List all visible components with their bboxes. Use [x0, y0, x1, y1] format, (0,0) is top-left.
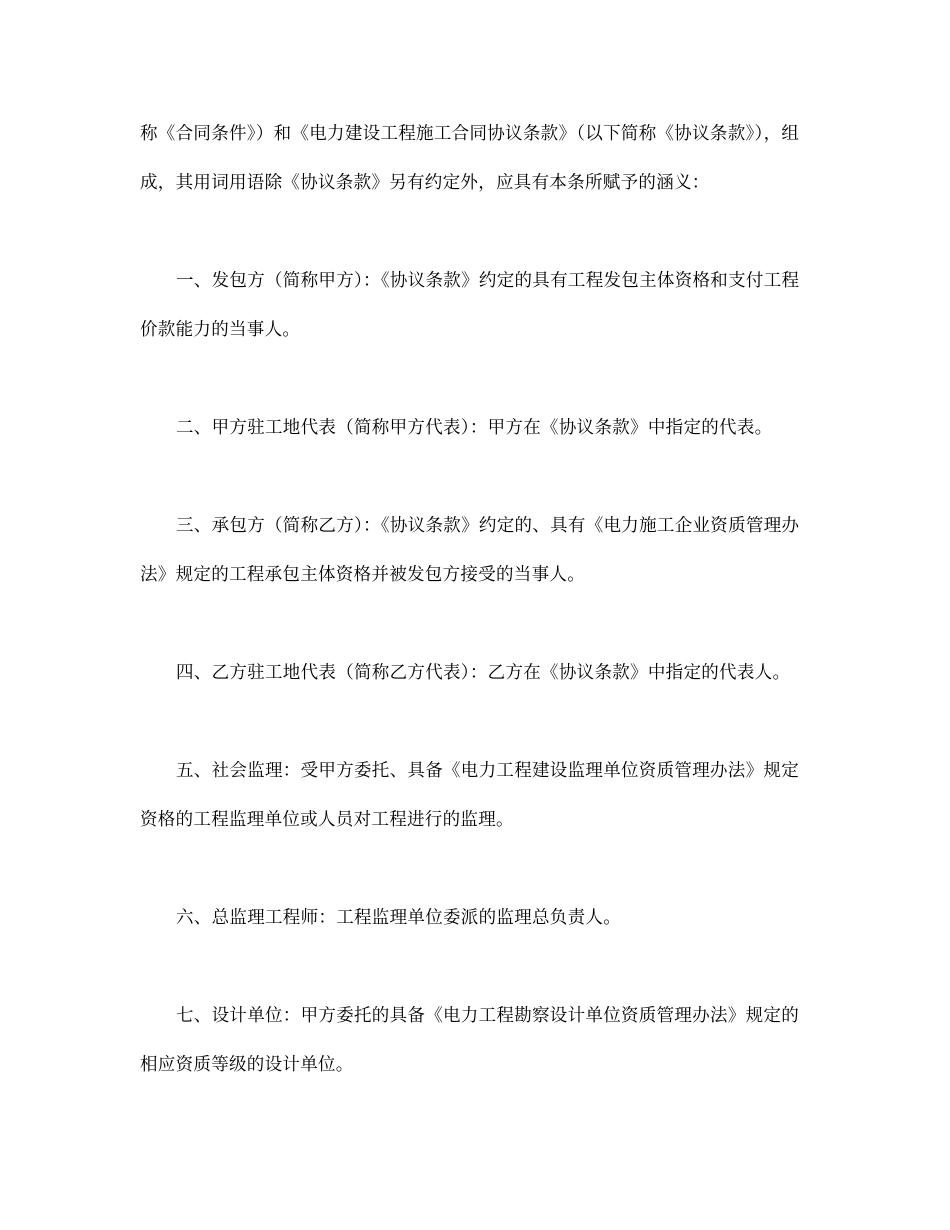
paragraph-gap — [140, 943, 816, 992]
paragraph-gap — [140, 600, 816, 649]
document-body — [140, 110, 816, 1090]
paragraph-gap — [140, 845, 816, 894]
paragraph-gap — [140, 208, 816, 257]
paragraph-clause-6: 六、总监理工程师：工程监理单位委派的监理总负责人。 — [176, 908, 621, 928]
paragraph-continuation: 称《合同条件》）和《电力建设工程施工合同协议条款》（以下简称《协议条款》），组成，其用词用语除《协议条款》另有约定外，应具有本条所赋予的涵义： — [140, 124, 800, 193]
paragraph-clause-7: 七、设计单位：甲方委托的具备《电力工程勘察设计单位资质管理办法》规定的相应资质等级的设计单位。 — [140, 1006, 799, 1075]
paragraph-gap — [140, 453, 816, 502]
paragraph-clause-1: 一、发包方（简称甲方）：《协议条款》约定的具有工程发包主体资格和支付工程价款能力的当事人。 — [140, 271, 800, 340]
paragraph-gap — [140, 355, 816, 404]
paragraph-gap — [140, 698, 816, 747]
paragraph-clause-5: 五、社会监理：受甲方委托、具备《电力工程建设监理单位资质管理办法》规定资格的工程监理单位或人员对工程进行的监理。 — [140, 761, 799, 830]
paragraph-clause-3: 三、承包方（简称乙方）：《协议条款》约定的、具有《电力施工企业资质管理办法》规定的工程承包主体资格并被发包方接受的当事人。 — [140, 516, 800, 585]
paragraph-clause-2: 二、甲方驻工地代表（简称甲方代表）：甲方在《协议条款》中指定的代表。 — [176, 418, 773, 438]
paragraph-clause-4: 四、乙方驻工地代表（简称乙方代表）：乙方在《协议条款》中指定的代表人。 — [176, 663, 791, 683]
